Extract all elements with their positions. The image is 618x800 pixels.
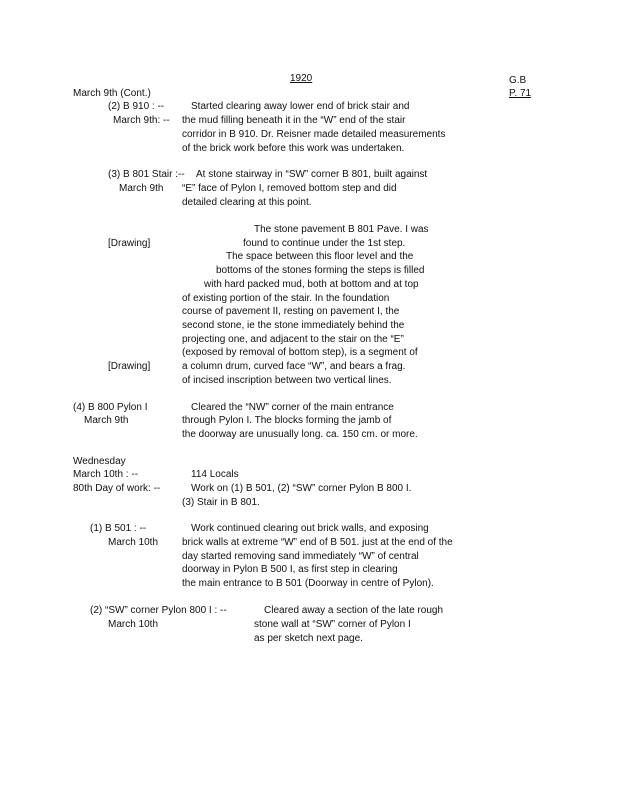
entry-text: 114 Locals [191,469,239,480]
entry-text: doorway in Pylon B 500 I, as first step in clearing [182,564,398,575]
entry-date: March 9th: -- [113,115,170,126]
day-date: March 10th : -- [73,469,139,480]
entry-text: corridor in B 910. Dr. Reisner made detailed measurements [182,129,446,140]
entry-label: (1) B 501 : -- [90,523,147,534]
entry-date: March 9th [84,415,129,426]
entry-text: At stone stairway in “SW” corner B 801, built against [196,169,428,180]
entry-text: “E” face of Pylon I, removed bottom step and did [182,183,397,194]
entry-text: stone wall at “SW” corner of Pylon I [254,619,411,630]
entry-text: as per sketch next page. [254,633,363,644]
day-count: 80th Day of work: -- [73,483,161,494]
entry-label: (4) B 800 Pylon I [73,402,148,413]
date-line: March 9th (Cont.) [73,88,151,99]
year-heading: 1920 [290,73,313,84]
entry-text: (exposed by removal of bottom step), is a segment of [182,347,418,358]
entry-text: day started removing sand immediately “W” of central [182,551,419,562]
entry-text: a column drum, curved face “W”, and bears a frag. [182,361,406,372]
entry-text: the mud filling beneath it in the “W” end of the stair [182,115,406,126]
entry-text: The space between this floor level and the [226,251,414,262]
drawing-note: [Drawing] [108,361,151,372]
entry-text: of the brick work before this work was undertaken. [182,143,405,154]
entry-text: second stone, ie the stone immediately behind the [182,320,405,331]
entry-text: Cleared away a section of the late rough [264,605,443,616]
entry-text: Work on (1) B 501, (2) “SW” corner Pylon B 800 I. [191,483,412,494]
entry-text: Cleared the “NW” corner of the main entrance [191,402,394,413]
entry-date: March 9th [119,183,164,194]
entry-text: of incised inscription between two vertical lines. [182,375,392,386]
entry-text: projecting one, and adjacent to the stair on the “E” [182,334,404,345]
entry-text: through Pylon I. The blocks forming the jamb of [182,415,392,426]
entry-date: March 10th [108,619,159,630]
entry-text: Work continued clearing out brick walls, and exposing [191,523,429,534]
entry-text: detailed clearing at this point. [182,197,312,208]
entry-text: the doorway are unusually long. ca. 150 cm. or more. [182,429,418,440]
entry-text: The stone pavement B 801 Pave. I was [254,224,429,235]
entry-text: Started clearing away lower end of brick stair and [191,101,410,112]
entry-date: March 10th [108,537,159,548]
page-initials: G.B [509,75,527,86]
entry-text: brick walls at extreme “W” end of B 501. just at the end of the [182,537,453,548]
entry-text: bottoms of the stones forming the steps is filled [216,265,425,276]
entry-text: (3) Stair in B 801. [182,497,260,508]
drawing-note: [Drawing] [108,238,151,249]
entry-text: course of pavement II, resting on pavement I, the [182,306,400,317]
page-number: P. 71 [509,88,532,99]
entry-text: found to continue under the 1st step. [243,238,406,249]
entry-label: (2) “SW” corner Pylon 800 I : -- [90,605,227,616]
entry-text: with hard packed mud, both at bottom and at top [204,279,419,290]
day-label: Wednesday [73,456,126,467]
entry-text: of existing portion of the stair. In the foundation [182,293,390,304]
entry-label: (2) B 910 : -- [108,101,165,112]
entry-text: the main entrance to B 501 (Doorway in centre of Pylon). [182,578,434,589]
entry-label: (3) B 801 Stair :-- [108,169,185,180]
